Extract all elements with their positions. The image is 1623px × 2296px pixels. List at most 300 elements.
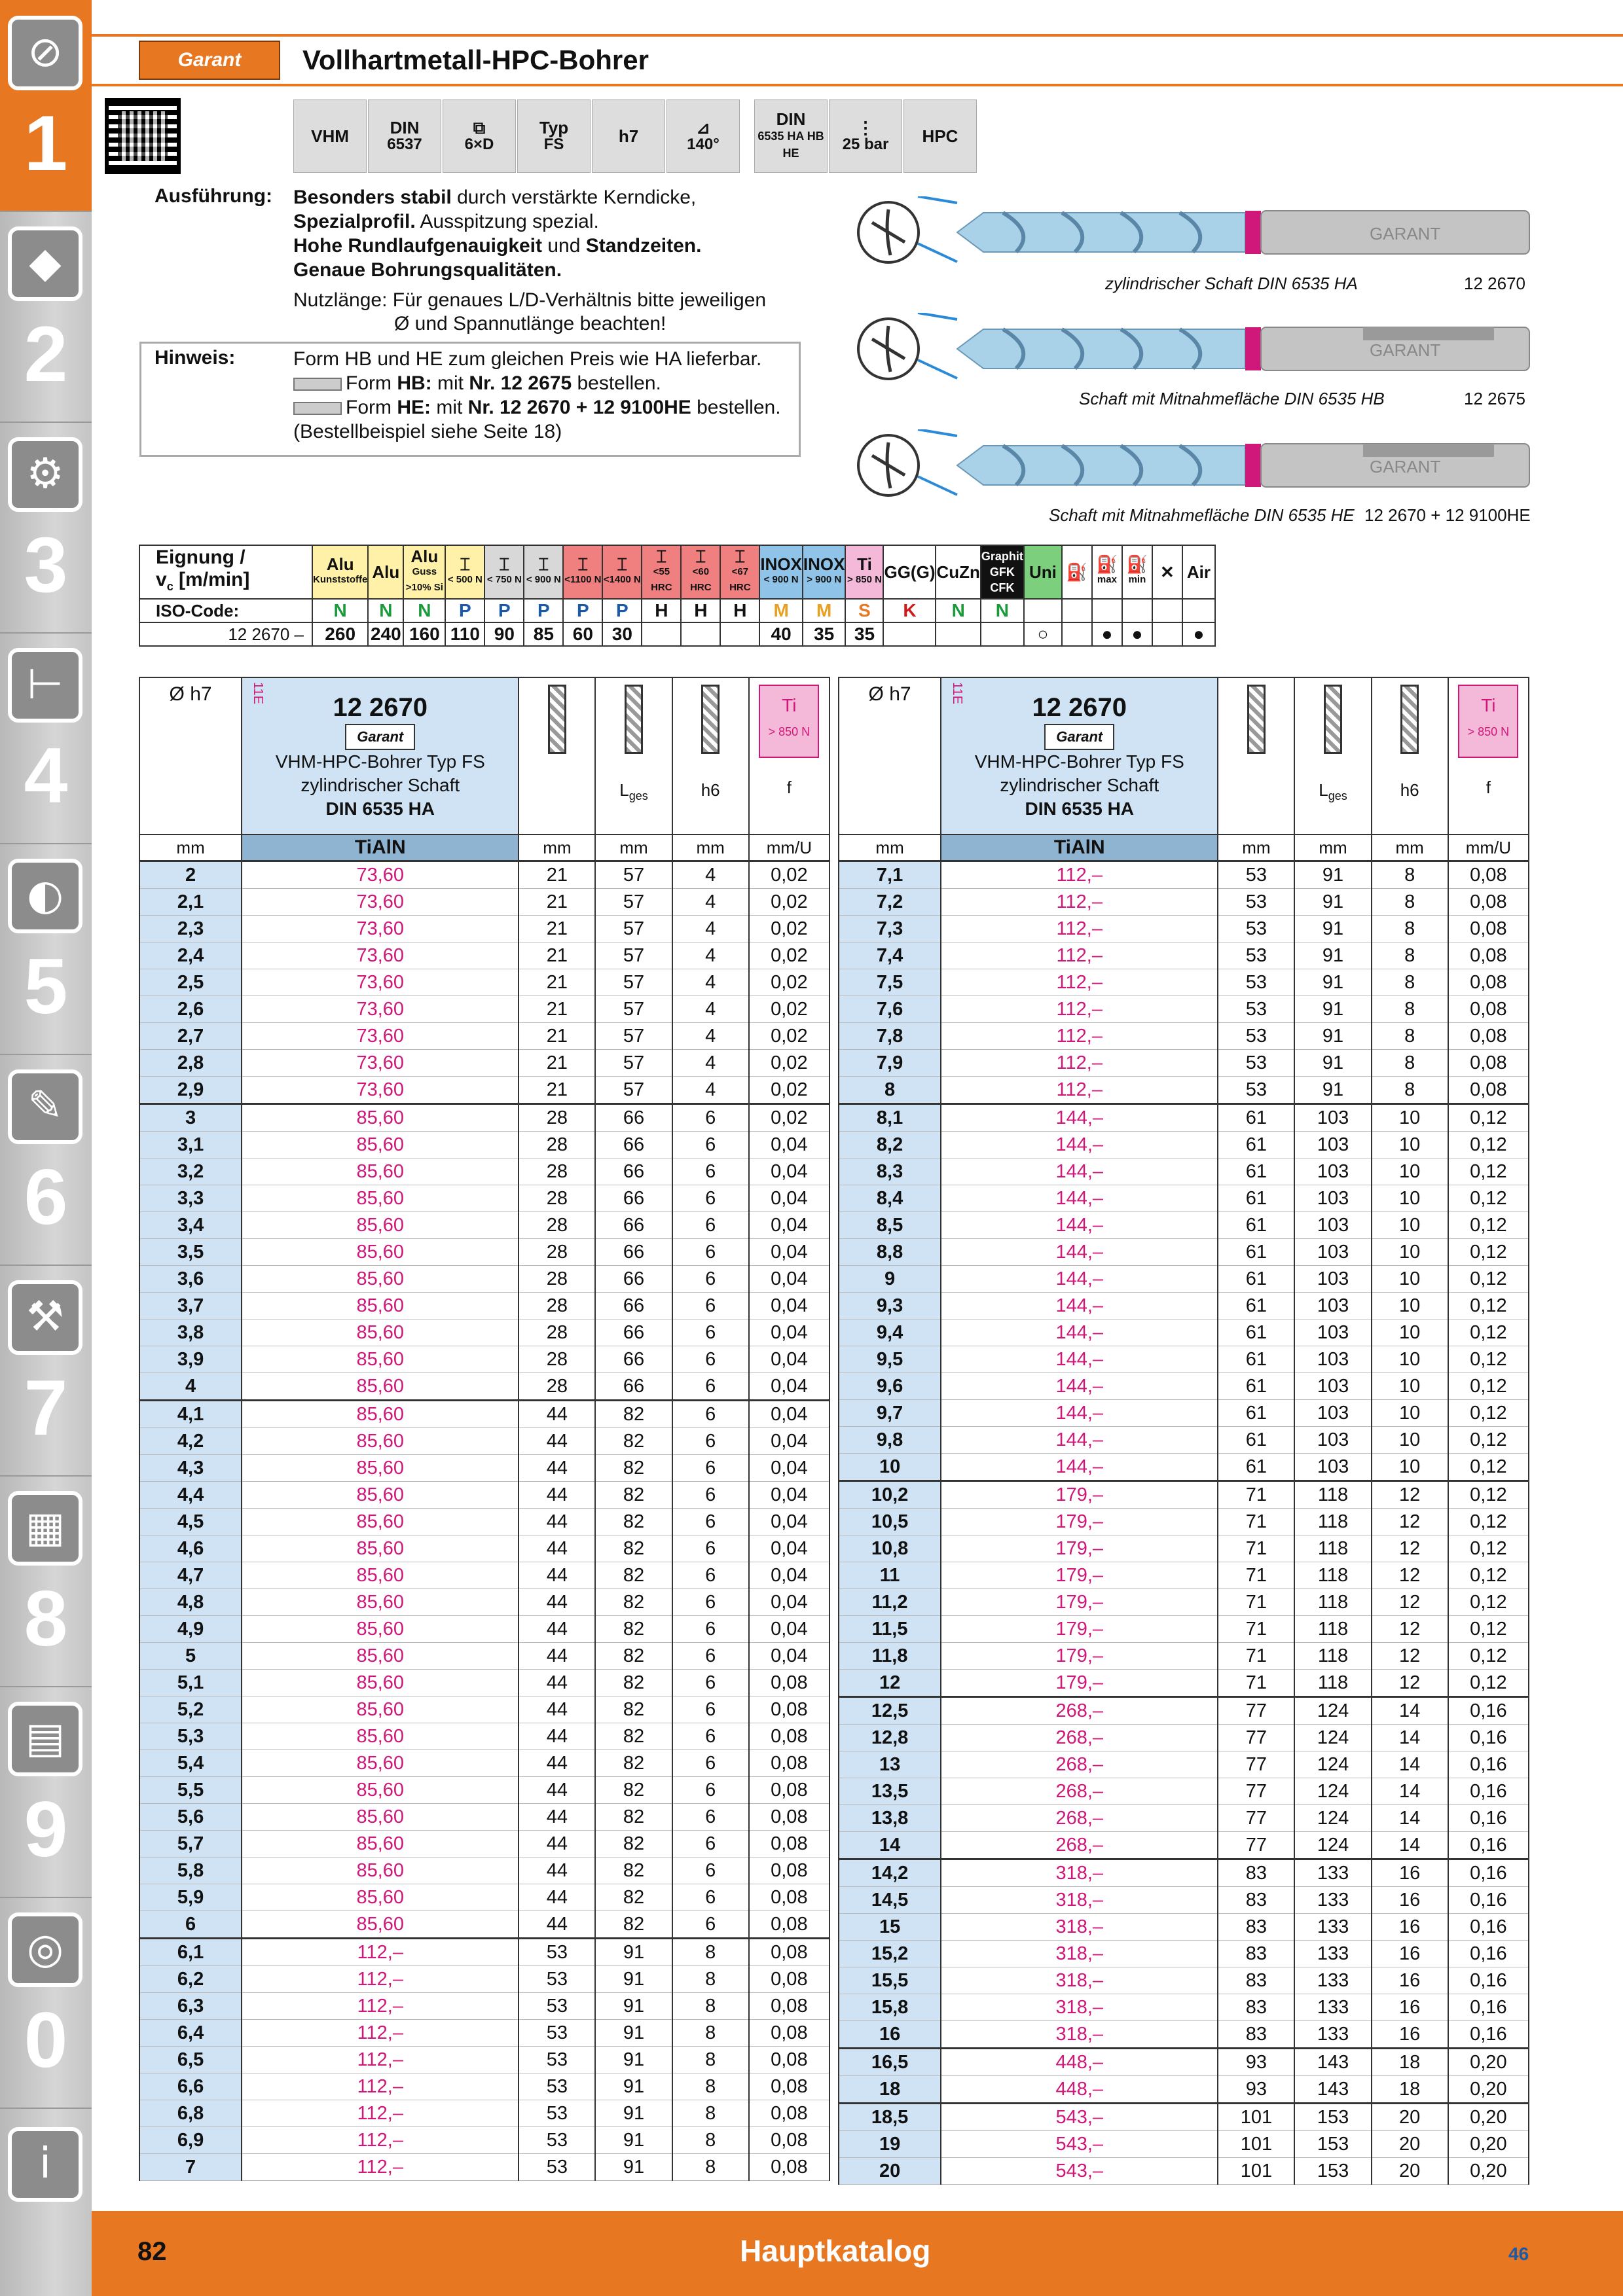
table-row[interactable] xyxy=(139,942,830,969)
table-row[interactable] xyxy=(839,1427,1529,1454)
table-row[interactable] xyxy=(139,1373,830,1401)
sidebar-item-4[interactable] xyxy=(0,632,92,844)
shank-cell: 6 xyxy=(672,1132,749,1158)
shank-cell: 10 xyxy=(1372,1293,1448,1319)
flute-length-cell: 53 xyxy=(1218,1023,1294,1050)
table-row[interactable] xyxy=(839,1725,1529,1751)
feed-cell: 0,02 xyxy=(749,969,830,996)
feed-cell: 0,12 xyxy=(1448,1266,1529,1293)
shank-cell: 14 xyxy=(1372,1751,1448,1778)
suitability-column-header: ⌶ < 750 N xyxy=(484,545,524,599)
shank-cell: 8 xyxy=(672,2073,749,2100)
table-row[interactable] xyxy=(139,1077,830,1104)
feature-badge xyxy=(666,99,740,173)
price-cell: 179,– xyxy=(941,1481,1218,1509)
iso-code-cell xyxy=(1152,599,1182,622)
diameter-cell: 8,8 xyxy=(839,1239,941,1266)
iso-code-cell: N xyxy=(403,599,445,622)
table-row[interactable] xyxy=(139,1455,830,1482)
table-row[interactable] xyxy=(839,2131,1529,2158)
article-number: 12 2670 xyxy=(1032,693,1127,722)
sidebar-item-0[interactable] xyxy=(0,1897,92,2109)
flute-length-cell: 28 xyxy=(519,1158,595,1185)
table-row[interactable] xyxy=(139,916,830,942)
table-row[interactable] xyxy=(839,889,1529,916)
table-row[interactable] xyxy=(839,1805,1529,1832)
flute-length-cell: 44 xyxy=(519,1482,595,1509)
diameter-cell: 18,5 xyxy=(839,2104,941,2131)
shank-cell: 6 xyxy=(672,1670,749,1696)
diameter-cell: 4,5 xyxy=(139,1509,242,1535)
table-row[interactable] xyxy=(139,2154,830,2181)
shank-cell: 6 xyxy=(672,1293,749,1319)
diameter-cell: 16,5 xyxy=(839,2049,941,2076)
diameter-cell: 3,6 xyxy=(139,1266,242,1293)
table-row[interactable] xyxy=(839,1132,1529,1158)
flute-length-cell: 77 xyxy=(1218,1805,1294,1832)
table-row[interactable] xyxy=(839,1373,1529,1400)
flute-length-cell: 61 xyxy=(1218,1104,1294,1132)
shank-cell: 16 xyxy=(1372,1994,1448,2021)
table-row[interactable] xyxy=(839,1158,1529,1185)
flute-length-cell: 53 xyxy=(1218,969,1294,996)
hinweis-line-2: Form HB: mit Nr. 12 2675 bestellen. xyxy=(293,371,661,395)
flute-length-cell: 53 xyxy=(1218,996,1294,1023)
feed-cell: 0,08 xyxy=(1448,996,1529,1023)
diameter-cell: 9,5 xyxy=(839,1346,941,1373)
badge-line-1: ⋮ xyxy=(857,118,874,137)
table-row[interactable] xyxy=(139,1857,830,1884)
table-row[interactable] xyxy=(139,1482,830,1509)
table-row[interactable] xyxy=(839,942,1529,969)
price-cell: 85,60 xyxy=(242,1804,519,1831)
total-length-cell: 91 xyxy=(1294,969,1371,996)
table-row[interactable] xyxy=(139,2100,830,2127)
table-row[interactable] xyxy=(839,1670,1529,1697)
sidebar-item-6[interactable] xyxy=(0,1054,92,1266)
price-cell: 73,60 xyxy=(242,996,519,1023)
table-row[interactable] xyxy=(139,1993,830,2020)
table-row[interactable] xyxy=(839,861,1529,889)
iso-code-cell: N xyxy=(312,599,368,622)
table-row[interactable] xyxy=(839,1050,1529,1077)
table-row[interactable] xyxy=(839,2158,1529,2185)
total-length-cell: 57 xyxy=(595,969,672,996)
table-row[interactable] xyxy=(839,1104,1529,1132)
table-row[interactable] xyxy=(139,889,830,916)
total-length-cell: 91 xyxy=(1294,916,1371,942)
sidebar-item-5[interactable] xyxy=(0,843,92,1055)
table-row[interactable] xyxy=(839,1859,1529,1887)
feed-cell: 0,08 xyxy=(749,1993,830,2020)
iso-code-cell: H xyxy=(642,599,681,622)
price-cell: 85,60 xyxy=(242,1857,519,1884)
table-row[interactable] xyxy=(139,1831,830,1857)
diameter-cell: 2 xyxy=(139,861,242,889)
qr-code-icon[interactable] xyxy=(105,98,181,174)
table-row[interactable] xyxy=(139,1266,830,1293)
price-cell: 543,– xyxy=(941,2104,1218,2131)
table-row[interactable] xyxy=(139,1293,830,1319)
table-row[interactable] xyxy=(839,1293,1529,1319)
table-row[interactable] xyxy=(839,1239,1529,1266)
sidebar-item-2[interactable] xyxy=(0,211,92,423)
shank-cell: 8 xyxy=(672,2020,749,2047)
price-cell: 73,60 xyxy=(242,889,519,916)
diameter-cell: 3,4 xyxy=(139,1212,242,1239)
feed-cell: 0,08 xyxy=(1448,1050,1529,1077)
total-length-cell: 103 xyxy=(1294,1158,1371,1185)
flute-length-cell: 28 xyxy=(519,1266,595,1293)
cutting-speed-label: 12 2670 – xyxy=(139,622,312,646)
diameter-cell: 6 xyxy=(139,1911,242,1939)
iso-code-cell xyxy=(1062,599,1092,622)
total-length-cell: 91 xyxy=(595,2154,672,2181)
suitability-label: Eignung / $v_c$ [m/min] xyxy=(139,545,312,599)
sidebar-item-9[interactable] xyxy=(0,1686,92,1898)
total-length-cell: 91 xyxy=(595,2100,672,2127)
flute-length-cell: 44 xyxy=(519,1509,595,1535)
feed-cell: 0,20 xyxy=(1448,2131,1529,2158)
cutting-speed-cell: 35 xyxy=(845,622,883,646)
flute-length-cell: 83 xyxy=(1218,2021,1294,2049)
total-length-cell: 124 xyxy=(1294,1832,1371,1859)
sidebar-item-info[interactable] xyxy=(0,2108,92,2295)
article-desc-2: zylindrischer Schaft xyxy=(1000,775,1159,795)
table-row[interactable] xyxy=(839,1562,1529,1589)
table-row[interactable] xyxy=(139,1750,830,1777)
table-row[interactable] xyxy=(839,1643,1529,1670)
shank-cell: 10 xyxy=(1372,1132,1448,1158)
feed-cell: 0,16 xyxy=(1448,1697,1529,1725)
table-row[interactable] xyxy=(139,1050,830,1077)
feed-cell: 0,08 xyxy=(1448,969,1529,996)
flute-length-cell: 77 xyxy=(1218,1832,1294,1859)
feed-cell: 0,04 xyxy=(749,1373,830,1401)
table-row[interactable] xyxy=(839,1185,1529,1212)
table-row[interactable] xyxy=(139,1132,830,1158)
feed-cell: 0,04 xyxy=(749,1239,830,1266)
feed-cell: 0,02 xyxy=(749,1077,830,1104)
feed-cell: 0,12 xyxy=(1448,1104,1529,1132)
garant-logo: Garant xyxy=(139,41,280,80)
diameter-header: Ø h7 xyxy=(139,677,242,834)
table-row[interactable] xyxy=(139,1428,830,1455)
total-length-cell: 118 xyxy=(1294,1535,1371,1562)
feed-cell: 0,16 xyxy=(1448,1751,1529,1778)
flute-length-cell: 83 xyxy=(1218,1941,1294,1967)
table-row[interactable] xyxy=(839,1589,1529,1616)
shank-cell: 18 xyxy=(1372,2049,1448,2076)
total-length-cell: 91 xyxy=(595,1966,672,1993)
badge-line-1: VHM xyxy=(311,126,349,146)
table-row[interactable] xyxy=(839,1346,1529,1373)
diameter-cell: 7,1 xyxy=(839,861,941,889)
shank-cell: 16 xyxy=(1372,1967,1448,1994)
table-row[interactable] xyxy=(839,1967,1529,1994)
shank-cell: 10 xyxy=(1372,1266,1448,1293)
price-cell: 112,– xyxy=(941,996,1218,1023)
shank-cell: 8 xyxy=(1372,1050,1448,1077)
diameter-cell: 2,3 xyxy=(139,916,242,942)
sidebar-item-3[interactable] xyxy=(0,422,92,634)
table-row[interactable] xyxy=(839,1535,1529,1562)
feed-cell: 0,08 xyxy=(749,1911,830,1939)
table-row[interactable] xyxy=(839,1400,1529,1427)
article-desc-3: DIN 6535 HA xyxy=(325,798,435,819)
price-cell: 85,60 xyxy=(242,1212,519,1239)
shank-cell: 6 xyxy=(672,1266,749,1293)
total-length-cell: 143 xyxy=(1294,2049,1371,2076)
table-row[interactable] xyxy=(139,1346,830,1373)
table-row[interactable] xyxy=(839,1454,1529,1481)
table-row[interactable] xyxy=(139,1509,830,1535)
shank-cell: 8 xyxy=(1372,1023,1448,1050)
price-cell: 112,– xyxy=(242,2100,519,2127)
hinweis-line-1: Form HB und HE zum gleichen Preis wie HA lieferbar. xyxy=(293,348,762,370)
feed-cell: 0,08 xyxy=(749,1966,830,1993)
iso-code-cell: N xyxy=(981,599,1024,622)
shank-cell: 12 xyxy=(1372,1535,1448,1562)
table-row[interactable] xyxy=(139,1696,830,1723)
shank-cell: 6 xyxy=(672,1911,749,1939)
shank-cell: 6 xyxy=(672,1777,749,1804)
price-cell: 318,– xyxy=(941,1941,1218,1967)
feed-cell: 0,08 xyxy=(749,2100,830,2127)
table-row[interactable] xyxy=(839,1994,1529,2021)
ausfuehrung-label: Ausführung: xyxy=(155,185,272,207)
badge-line-1: ⊿ xyxy=(696,118,710,137)
price-cell: 112,– xyxy=(242,2073,519,2100)
table-row[interactable] xyxy=(139,861,830,889)
table-row[interactable] xyxy=(139,1884,830,1911)
shank-cell: 12 xyxy=(1372,1509,1448,1535)
flute-length-cell: 83 xyxy=(1218,1994,1294,2021)
flute-length-cell: 44 xyxy=(519,1589,595,1616)
units-row: mm TiAlN mm mm mm mm/U xyxy=(139,834,830,861)
table-row[interactable] xyxy=(839,1616,1529,1643)
table-row[interactable] xyxy=(839,1697,1529,1725)
table-row[interactable] xyxy=(839,1832,1529,1859)
suitability-column-header: Air xyxy=(1182,545,1215,599)
cutting-speed-cell: ○ xyxy=(1024,622,1062,646)
flute-length-cell: 44 xyxy=(519,1831,595,1857)
article-desc-3: DIN 6535 HA xyxy=(1025,798,1135,819)
diameter-cell: 9,8 xyxy=(839,1427,941,1454)
table-header-row xyxy=(139,677,830,834)
total-length-cell: 91 xyxy=(1294,1023,1371,1050)
table-row[interactable] xyxy=(139,1911,830,1939)
shank-cell: 4 xyxy=(672,1077,749,1104)
feed-cell: 0,02 xyxy=(749,942,830,969)
shank-cell: 4 xyxy=(672,942,749,969)
table-row[interactable] xyxy=(139,1966,830,1993)
feature-badge xyxy=(754,99,828,173)
drill-image xyxy=(852,429,1533,501)
total-length-cell: 118 xyxy=(1294,1562,1371,1589)
table-row[interactable] xyxy=(839,1212,1529,1239)
price-cell: 144,– xyxy=(941,1454,1218,1481)
suitability-column-header: CuZn xyxy=(936,545,980,599)
shank-cell: 6 xyxy=(672,1373,749,1401)
total-length-cell: 82 xyxy=(595,1509,672,1535)
table-row[interactable] xyxy=(139,1643,830,1670)
sidebar-chapter-number: 7 xyxy=(24,1364,68,1452)
total-length-cell: 124 xyxy=(1294,1725,1371,1751)
table-row[interactable] xyxy=(839,1778,1529,1805)
shank-hb-icon xyxy=(293,378,342,391)
table-row[interactable] xyxy=(839,996,1529,1023)
table-row[interactable] xyxy=(839,1319,1529,1346)
table-row[interactable] xyxy=(839,2049,1529,2076)
table-row[interactable] xyxy=(139,2020,830,2047)
shank-cell: 8 xyxy=(1372,916,1448,942)
table-row[interactable] xyxy=(139,1723,830,1750)
cutting-speed-cell: 35 xyxy=(803,622,846,646)
diameter-cell: 9 xyxy=(839,1266,941,1293)
table-row[interactable] xyxy=(839,969,1529,996)
table-row[interactable] xyxy=(839,1941,1529,1967)
table-row[interactable] xyxy=(839,1266,1529,1293)
shank-cell: 6 xyxy=(672,1482,749,1509)
total-length-cell: 103 xyxy=(1294,1212,1371,1239)
flute-length-cell: 53 xyxy=(519,2100,595,2127)
flute-length-cell: 71 xyxy=(1218,1643,1294,1670)
total-length-cell: 124 xyxy=(1294,1697,1371,1725)
table-row[interactable] xyxy=(139,1535,830,1562)
table-row[interactable] xyxy=(839,1509,1529,1535)
flute-length-cell: 53 xyxy=(519,2047,595,2073)
shank-cell: 8 xyxy=(672,2047,749,2073)
table-row[interactable] xyxy=(839,2076,1529,2104)
cutting-speed-cell: 160 xyxy=(403,622,445,646)
table-row[interactable] xyxy=(139,2047,830,2073)
sidebar-item-7[interactable] xyxy=(0,1265,92,1477)
price-cell: 448,– xyxy=(941,2076,1218,2104)
iso-code-cell: H xyxy=(720,599,759,622)
article-number: 12 2670 xyxy=(333,693,428,722)
diameter-cell: 10,8 xyxy=(839,1535,941,1562)
badge-line-1: h7 xyxy=(618,126,639,146)
total-length-cell: 133 xyxy=(1294,2021,1371,2049)
table-row[interactable] xyxy=(139,1589,830,1616)
diameter-cell: 7,6 xyxy=(839,996,941,1023)
table-row[interactable] xyxy=(139,1401,830,1428)
table-row[interactable] xyxy=(139,996,830,1023)
feed-cell: 0,02 xyxy=(749,1050,830,1077)
total-length-cell: 82 xyxy=(595,1616,672,1643)
table-row[interactable] xyxy=(139,1319,830,1346)
shank-cell: 10 xyxy=(1372,1400,1448,1427)
table-row[interactable] xyxy=(139,1616,830,1643)
table-row[interactable] xyxy=(139,1158,830,1185)
total-length-cell: 82 xyxy=(595,1535,672,1562)
cutting-speed-cell: 40 xyxy=(759,622,803,646)
table-row[interactable] xyxy=(839,2104,1529,2131)
total-length-cell: 91 xyxy=(1294,1050,1371,1077)
total-length-cell: 91 xyxy=(595,2127,672,2154)
flute-length-cell: 61 xyxy=(1218,1212,1294,1239)
shank-cell: 14 xyxy=(1372,1805,1448,1832)
sidebar-item-1[interactable] xyxy=(0,0,92,212)
total-length-cell: 103 xyxy=(1294,1132,1371,1158)
table-row[interactable] xyxy=(139,1023,830,1050)
feed-cell: 0,20 xyxy=(1448,2049,1529,2076)
shank-cell: 8 xyxy=(672,1993,749,2020)
feed-cell: 0,04 xyxy=(749,1562,830,1589)
iso-code-row xyxy=(139,599,1215,622)
price-cell: 73,60 xyxy=(242,969,519,996)
price-cell: 144,– xyxy=(941,1185,1218,1212)
price-cell: 85,60 xyxy=(242,1911,519,1939)
drill-symbol-icon xyxy=(1400,685,1419,754)
cutting-speed-row xyxy=(139,622,1215,646)
price-cell: 112,– xyxy=(941,942,1218,969)
table-row[interactable] xyxy=(839,1023,1529,1050)
table-row[interactable] xyxy=(139,1777,830,1804)
total-length-cell: 66 xyxy=(595,1346,672,1373)
shank-cell: 6 xyxy=(672,1696,749,1723)
table-row[interactable] xyxy=(139,1804,830,1831)
total-length-cell: 66 xyxy=(595,1212,672,1239)
shank-cell: 14 xyxy=(1372,1778,1448,1805)
cabinet-icon: ▤ xyxy=(8,1702,82,1776)
price-cell: 73,60 xyxy=(242,1077,519,1104)
suitability-column-header: INOX < 900 N xyxy=(759,545,803,599)
diameter-cell: 12 xyxy=(839,1670,941,1697)
table-row[interactable] xyxy=(839,1077,1529,1104)
shank-cell: 6 xyxy=(672,1346,749,1373)
table-row[interactable] xyxy=(839,916,1529,942)
table-row[interactable] xyxy=(839,1751,1529,1778)
table-row[interactable] xyxy=(139,1104,830,1132)
diameter-cell: 11,8 xyxy=(839,1643,941,1670)
feed-cell: 0,04 xyxy=(749,1509,830,1535)
sidebar-item-8[interactable] xyxy=(0,1475,92,1687)
feed-cell: 0,16 xyxy=(1448,1914,1529,1941)
table-row[interactable] xyxy=(139,1239,830,1266)
table-row[interactable] xyxy=(139,1185,830,1212)
price-cell: 85,60 xyxy=(242,1373,519,1401)
diameter-cell: 13,8 xyxy=(839,1805,941,1832)
iso-code-cell: P xyxy=(484,599,524,622)
feed-cell: 0,08 xyxy=(749,2154,830,2181)
table-row[interactable] xyxy=(139,1939,830,1966)
flute-length-cell: 77 xyxy=(1218,1778,1294,1805)
table-row[interactable] xyxy=(139,1562,830,1589)
table-row[interactable] xyxy=(139,2127,830,2154)
table-row[interactable] xyxy=(839,1914,1529,1941)
total-length-cell: 57 xyxy=(595,889,672,916)
flute-length-cell: 44 xyxy=(519,1777,595,1804)
table-row[interactable] xyxy=(839,2021,1529,2049)
price-cell: 85,60 xyxy=(242,1239,519,1266)
table-row[interactable] xyxy=(139,969,830,996)
suitability-header-row xyxy=(139,545,1215,599)
table-row[interactable] xyxy=(139,1212,830,1239)
table-row[interactable] xyxy=(139,1670,830,1696)
table-row[interactable] xyxy=(139,2073,830,2100)
diameter-cell: 13 xyxy=(839,1751,941,1778)
sidebar-chapter-number: 5 xyxy=(24,942,68,1030)
article-header xyxy=(941,677,1218,834)
table-row[interactable] xyxy=(839,1481,1529,1509)
table-row[interactable] xyxy=(839,1887,1529,1914)
shank-cell: 6 xyxy=(672,1428,749,1455)
total-length-cell: 57 xyxy=(595,1077,672,1104)
diameter-cell: 19 xyxy=(839,2131,941,2158)
shank-cell: 18 xyxy=(1372,2076,1448,2104)
